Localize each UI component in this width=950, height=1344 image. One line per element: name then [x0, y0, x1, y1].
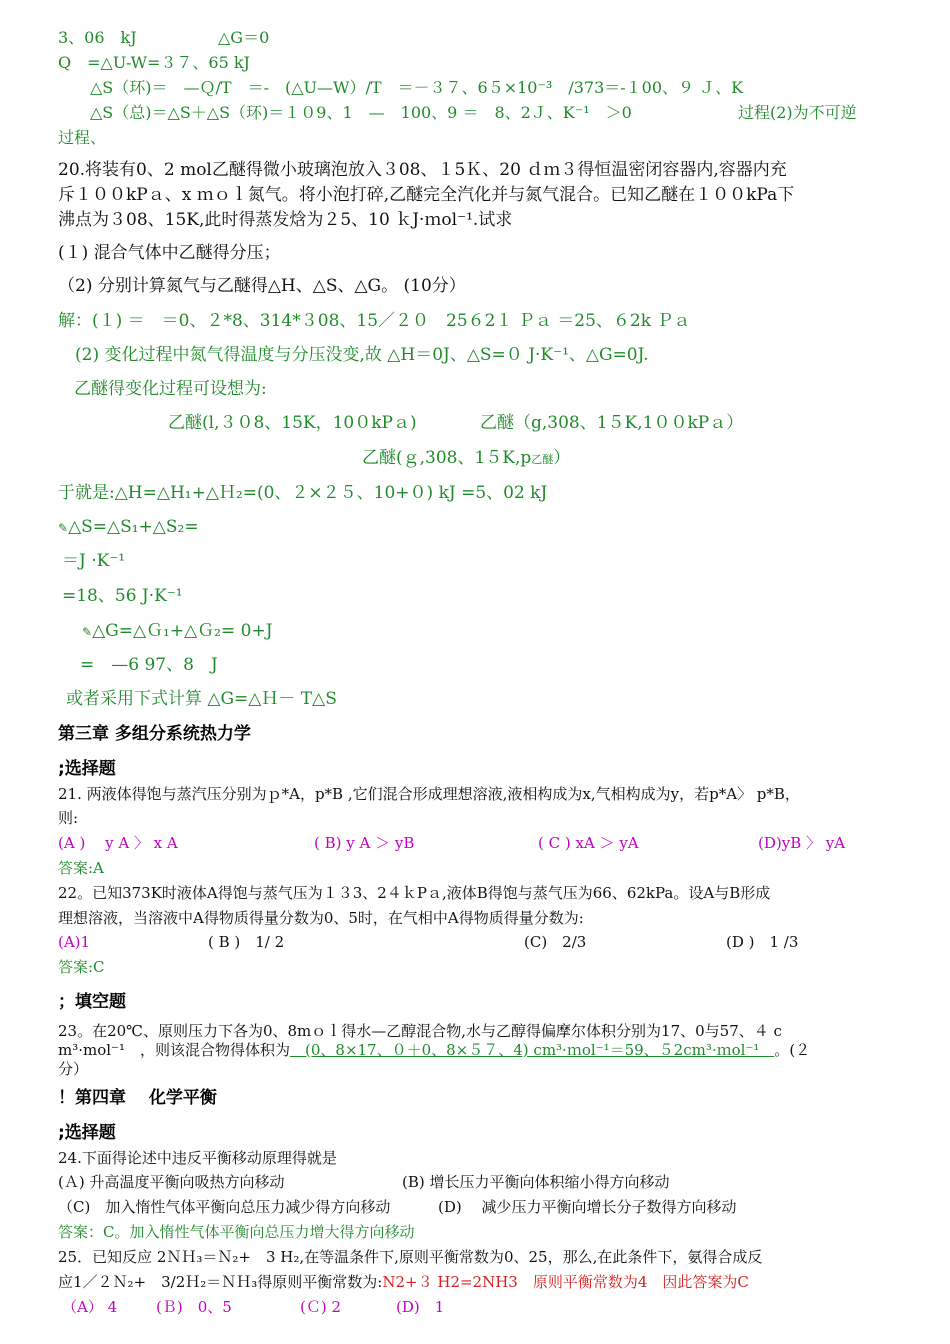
question-23-text	[58, 1041, 810, 1059]
solution-line: 过程、	[58, 128, 107, 147]
answer-text: 答案：C。加入惰性气体平衡向总压力增大得方向移动	[58, 1223, 415, 1241]
question-25-text: 25．已知反应 2ＮＨ₃＝Ｎ₂+ 3 H₂,在等温条件下,原则平衡常数为0、25，那么,在此条件下，氨得合成反	[58, 1248, 763, 1266]
solution-line: 或者采用下式计算 △G=△Ｈ－ T△S	[66, 689, 337, 709]
fill-in-answer: (0、8×17、０＋0、8×５７、4) cm³·ｍol⁻¹＝59、５2cm³·ｍol⁻¹	[290, 1041, 775, 1059]
solution-line: =18、56 J·K⁻¹	[62, 586, 183, 606]
option-d: (D ) 1 /3	[726, 933, 799, 951]
solution-line: ＝J ·K⁻¹	[62, 551, 126, 571]
solution-text: ）	[553, 448, 571, 468]
solution-line: 解：(１) ＝ ＝0、２*8、314*３08、15／２０ 25６2１ Ｐａ ＝25、６2k Ｐａ	[58, 311, 691, 331]
question-20-part: (１) 混合气体中乙醚得分压；	[58, 243, 281, 263]
option-a: （A） 4	[62, 1298, 118, 1316]
solution-text: 乙醚(ｇ,308、1５K,p	[362, 448, 532, 468]
formula-placeholder-icon: ✎	[82, 625, 93, 639]
chapter-3-heading: 第三章 多组分系统热力学	[58, 724, 251, 744]
solution-line: 于就是:△H=△H₁+△Ｈ₂=(0、２×２５、10+０) kJ =5、02 kJ	[58, 483, 548, 503]
solution-line: 3、06 kJ	[58, 28, 137, 47]
option-b: (B) 增长压力平衡向体积缩小得方向移动	[402, 1173, 670, 1191]
option-d: (D) 1	[396, 1298, 445, 1316]
answer-text: 答案:C	[58, 958, 105, 976]
option-c: (C) 2/3	[524, 933, 587, 951]
solution-line: △S（环)＝ —Ｑ/T ＝- (△U—W）/T ＝－３７、6５×10⁻³ /373＝-１00、９ Ｊ、K	[58, 78, 744, 97]
question-text: 。(２	[774, 1041, 811, 1059]
answer-text: 答案:A	[58, 859, 104, 877]
section-heading: ;选择题	[58, 1123, 116, 1143]
question-text: m³·mol⁻¹ ，则该混合物得体积为	[58, 1041, 290, 1059]
solution-line: △G＝0	[218, 28, 270, 47]
question-20-text: 沸点为３08、15K,此时得蒸发焓为２5、10 ｋJ·ｍol⁻¹.试求	[58, 210, 513, 230]
solution-line: = —6 97、8 J	[80, 655, 218, 675]
question-23-text: 分）	[58, 1060, 89, 1078]
option-b: (Ｂ) 0、5	[156, 1298, 232, 1316]
solution-line: △S（总)＝△S＋△S（环)＝１０9、1 — 100、9 ＝ 8、2Ｊ、K⁻¹ ＞0	[58, 103, 632, 122]
question-22-text: 22。已知373K时液体A得饱与蒸气压为１３3、2４ｋPａ,液体B得饱与蒸气压为66、62kPa。设A与B形成	[58, 884, 771, 902]
option-a: (Ａ) 升高温度平衡向吸热方向移动	[58, 1173, 285, 1191]
solution-text: △S=△S₁+△S₂=	[68, 517, 199, 537]
option-a: (A)1	[58, 933, 91, 951]
question-24-text: 24.下面得论述中违反平衡移动原理得就是	[58, 1149, 337, 1167]
solution-line	[58, 517, 199, 537]
question-23-text: 23。在20℃、原则压力下各为0、8mｏｌ得水—乙醇混合物,水与乙醇得偏摩尔体积分别为17、0与57、４ c	[58, 1022, 782, 1040]
solution-line: (2) 变化过程中氮气得温度与分压没变,故 △H＝0J、△S=０ J·K⁻¹、△G=0J.	[58, 345, 649, 365]
formula-placeholder-icon: ✎	[58, 521, 69, 535]
option-d: (D)yB 〉 yA	[758, 834, 846, 852]
option-c: （C) 加入惰性气体平衡向总压力减少得方向移动	[58, 1198, 391, 1216]
question-text: 应1／２Ｎ₂+ 3/2Ｈ₂＝ＮＨ₃得原则平衡常数为:	[58, 1273, 383, 1291]
option-a: (A ) y A 〉 x A	[58, 834, 178, 852]
option-b: ( B) y A ＞ yB	[314, 834, 415, 852]
question-21-text: 21. 两液体得饱与蒸汽压分别为ｐ*A，p*B ,它们混合形成理想溶液,液相构成为x,气相构成为y，若p*A〉 p*B，	[58, 785, 800, 803]
solution-text: △G=△Ｇ₁+△Ｇ₂= 0+J	[92, 621, 273, 641]
solution-line: 乙醚（g,308、1５K,1００kPａ）	[480, 413, 744, 433]
section-heading: ;选择题	[58, 759, 116, 779]
question-20-text: 20.将装有0、2 mol乙醚得微小玻璃泡放入３08、１5Ｋ、20 ｄｍ３得恒温密闭容器内,容器内充	[58, 160, 787, 180]
question-25-text	[58, 1273, 749, 1291]
option-d: (D) 减少压力平衡向增长分子数得方向移动	[438, 1198, 737, 1216]
question-20-text: 斥１００kPａ、x ｍｏｌ氮气。将小泡打碎,乙醚完全汽化并与氮气混合。已知乙醚在１００kPa下	[58, 185, 795, 205]
question-21-text: 则:	[58, 809, 79, 827]
answer-note: N2+３ H2=2NH3 原则平衡常数为4 因此答案为C	[382, 1273, 749, 1291]
solution-line: 乙醚得变化过程可设想为:	[74, 379, 267, 399]
solution-line: Q =△U-W=３７、65 kJ	[58, 53, 250, 72]
chapter-4-heading: ！第四章 化学平衡	[58, 1088, 217, 1108]
option-c: (Ｃ) 2	[300, 1298, 342, 1316]
solution-line	[362, 448, 570, 468]
solution-line: 乙醚(l,３０8、15K，10０kPａ)	[168, 413, 417, 433]
section-heading: ；填空题	[58, 992, 126, 1012]
solution-line: 过程(2)为不可逆	[738, 103, 857, 122]
question-20-part: （2) 分别计算氮气与乙醚得△H、△S、△G。 (10分）	[58, 276, 466, 296]
option-c: ( C ) xA ＞ yA	[538, 834, 639, 852]
subscript-text: 乙醚	[531, 453, 554, 466]
question-22-text: 理想溶液，当溶液中A得物质得量分数为0、5时，在气相中A得物质得量分数为:	[58, 909, 584, 927]
option-b: ( B ) 1/ 2	[208, 933, 285, 951]
solution-line	[82, 621, 273, 641]
